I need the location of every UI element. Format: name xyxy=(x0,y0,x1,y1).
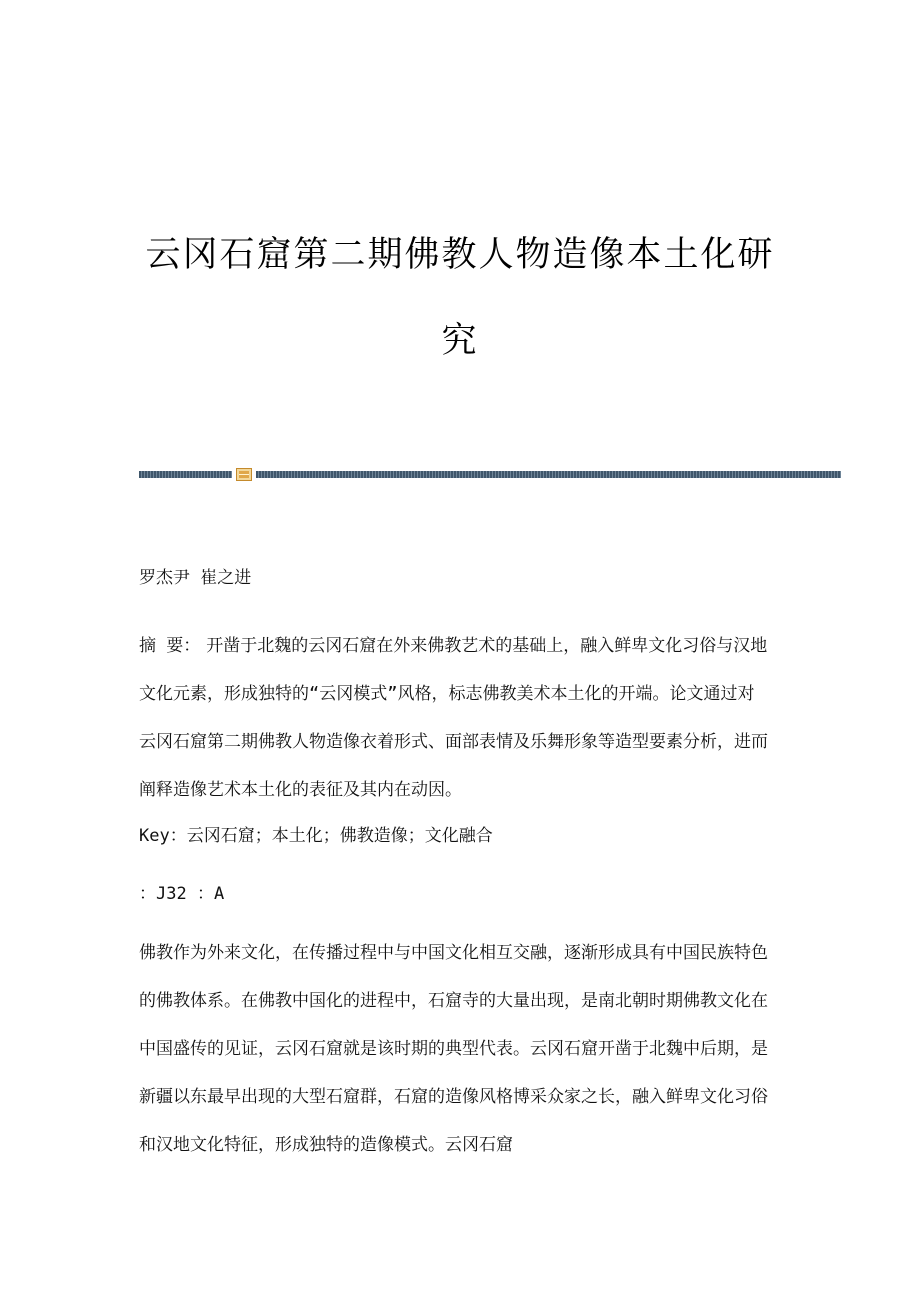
intro-paragraph: 佛教作为外来文化，在传播过程中与中国文化相互交融，逐渐形成具有中国民族特色的佛教体系。在佛教中国化的进程中，石窟寺的大量出现，是南北朝时期佛教文化在中国盛传的见证，云冈石窟就是该时期的典型代表。云冈石窟开凿于北魏中后期，是新疆以东最早出现的大型石窟群，石窟的造像风格博采众家之长，融入鲜卑文化习俗和汉地文化特征，形成独特的造像模式。云冈石窟 xyxy=(139,943,768,1155)
title-line-2: 究 xyxy=(441,321,479,361)
author-line: 罗杰尹 崔之进 xyxy=(139,568,252,588)
paper-title xyxy=(0,212,920,384)
title-divider xyxy=(139,468,841,482)
title-line-1: 云冈石窟第二期佛教人物造像本土化研 xyxy=(145,235,775,275)
abstract-text: 开凿于北魏的云冈石窟在外来佛教艺术的基础上，融入鲜卑文化习俗与汉地文化元素，形成独特的“云冈模式”风格，标志佛教美术本土化的开端。论文通过对云冈石窟第二期佛教人物造像衣着形式、面部表情及乐舞形象等造型要素分析，进而阐释造像艺术本土化的表征及其内在动因。 xyxy=(139,636,768,800)
divider-bar-right xyxy=(256,471,841,478)
divider-ornament-icon xyxy=(236,468,252,481)
divider-bar-left xyxy=(139,471,232,478)
abstract-label: 摘 要： xyxy=(139,636,201,656)
keywords-text: 云冈石窟；本土化；佛教造像；文化融合 xyxy=(186,826,493,846)
keywords-label: Key： xyxy=(139,826,187,846)
abstract-paragraph xyxy=(139,622,771,814)
classification-line: ：J32 ：A xyxy=(139,884,225,904)
keywords-line xyxy=(139,822,771,850)
